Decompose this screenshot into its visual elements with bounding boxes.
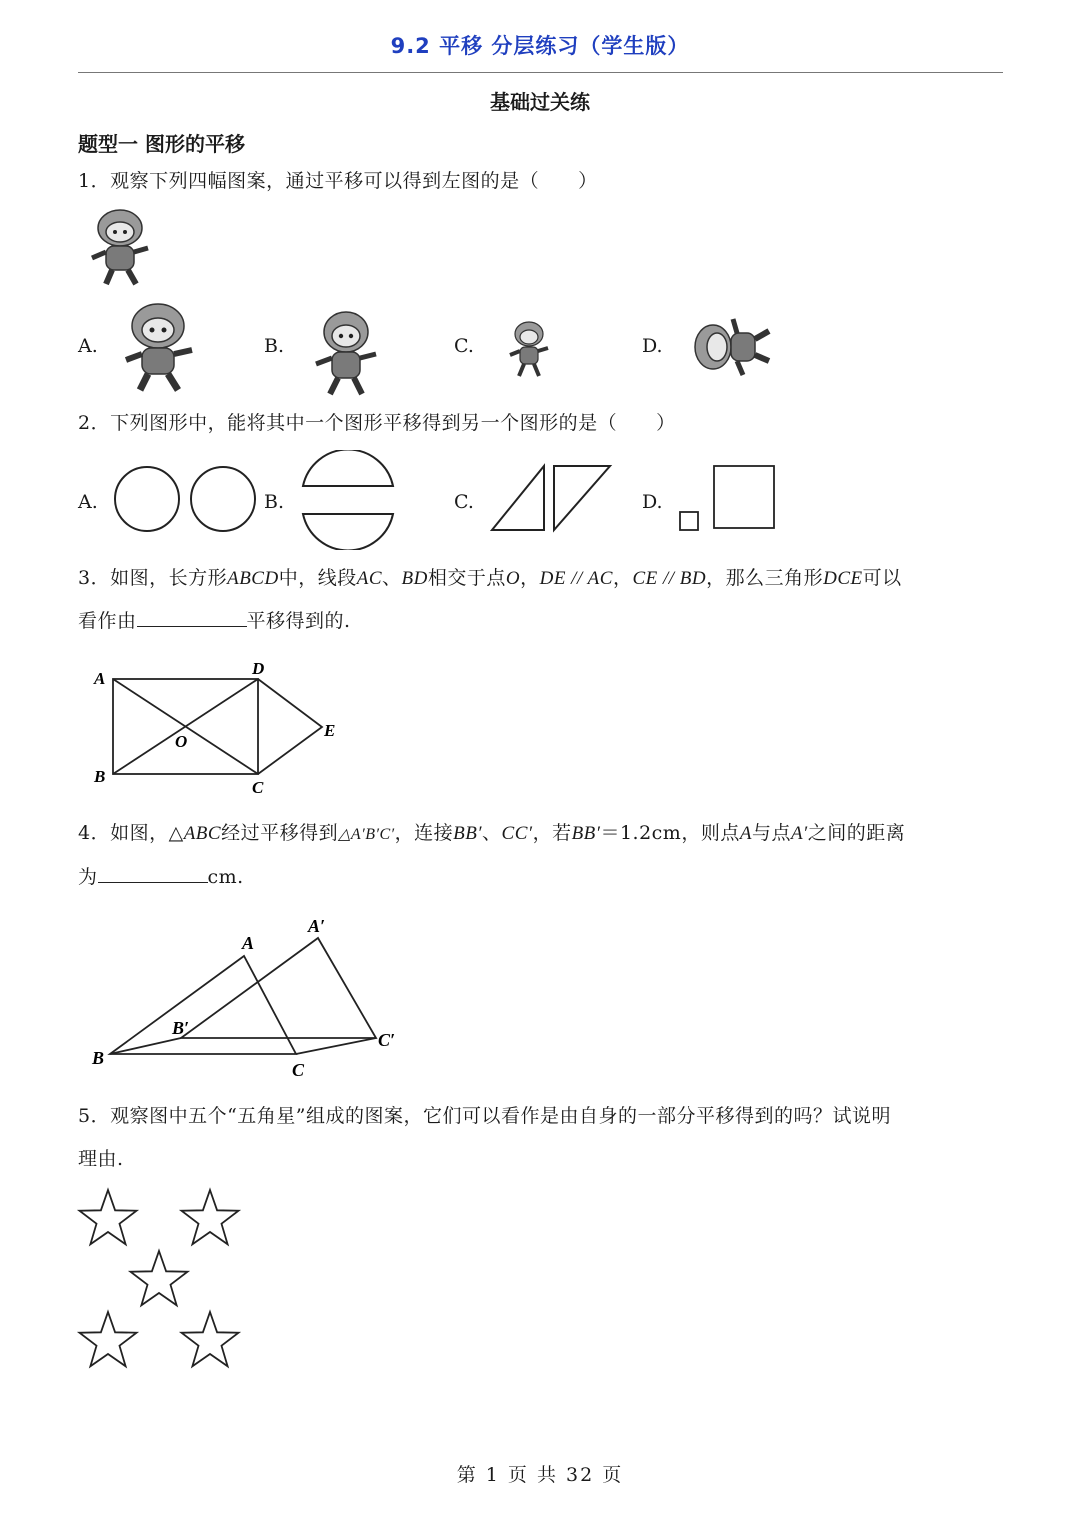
q2-option-b-label: B. [264, 491, 285, 513]
q2-option-c-two-triangles [488, 462, 616, 536]
star-top-left [80, 1190, 137, 1244]
q4-translated-triangles-figure [86, 910, 416, 1085]
q3-label-b: B [94, 767, 106, 786]
q2-option-b-split-circle [298, 450, 398, 550]
q4-label-b: B [92, 1048, 105, 1068]
q5-five-stars-figure [74, 1186, 249, 1376]
question-2-stem: 2．下列图形中，能将其中一个图形平移得到另一个图形的是（ ） [78, 412, 676, 434]
q1-option-d-mascot-rotated [690, 314, 782, 380]
header-divider [78, 72, 1003, 73]
star-center [131, 1251, 188, 1305]
q4-label-a: A [242, 933, 255, 953]
q2-option-d-two-squares [676, 462, 780, 534]
q2-option-a-label: A. [78, 491, 98, 513]
q4-label-b-prime: B′ [172, 1018, 190, 1038]
subsection-title: 题型一 图形的平移 [78, 132, 245, 156]
q3-rectangle-figure [86, 655, 346, 800]
q4-label-c: C [292, 1060, 305, 1080]
question-5-line-2: 理由. [78, 1148, 124, 1170]
q3-label-a: A [94, 669, 106, 688]
q3-label-c: C [252, 778, 264, 797]
page-header-title: 9.2 平移 分层练习（学生版） [390, 34, 690, 58]
q3-label-d: D [252, 659, 265, 678]
q4-answer-blank[interactable] [98, 862, 208, 883]
q2-option-c-label: C. [454, 491, 474, 513]
question-3-line-2: 看作由 平移得到的. [78, 600, 1008, 643]
q1-option-c-mascot [506, 318, 552, 380]
q1-reference-mascot [84, 204, 156, 288]
q1-option-d-label: D. [642, 335, 663, 357]
q4-label-c-prime: C′ [378, 1030, 396, 1050]
q3-answer-blank[interactable] [137, 606, 247, 627]
question-5-line-1: 5．观察图中五个“五角星”组成的图案，它们可以看作是由自身的一部分平移得到的吗？试说明 [78, 1105, 892, 1127]
question-4-line-2: 为 cm. [78, 856, 1008, 899]
question-3-line-1: 3．如图，长方形ABCD中，线段AC、BD相交于点O，DE // AC，CE // BD，那么三角形DCE可以 [78, 567, 902, 589]
star-bottom-right [182, 1312, 239, 1366]
q1-option-b-mascot [310, 306, 382, 398]
q1-option-a-label: A. [78, 335, 98, 357]
q1-option-b-label: B. [264, 335, 285, 357]
q1-option-a-mascot [118, 298, 200, 394]
q2-option-d-label: D. [642, 491, 663, 513]
q4-label-a-prime: A′ [308, 916, 326, 936]
q2-option-a-two-circles [110, 462, 260, 536]
star-bottom-left [80, 1312, 137, 1366]
star-top-right [182, 1190, 239, 1244]
question-4-line-1: 4．如图，△ABC经过平移得到△A′B′C′，连接BB′、CC′，若BB′＝1.2cm，则点A与点A′之间的距离 [78, 822, 906, 844]
page-footer-number: 第 1 页 共 32 页 [456, 1464, 624, 1486]
q3-label-o: O [175, 732, 188, 751]
question-1-stem: 1．观察下列四幅图案，通过平移可以得到左图的是（ ） [78, 170, 598, 192]
section-title: 基础过关练 [490, 90, 590, 114]
q3-label-e: E [324, 721, 336, 740]
q1-option-c-label: C. [454, 335, 474, 357]
